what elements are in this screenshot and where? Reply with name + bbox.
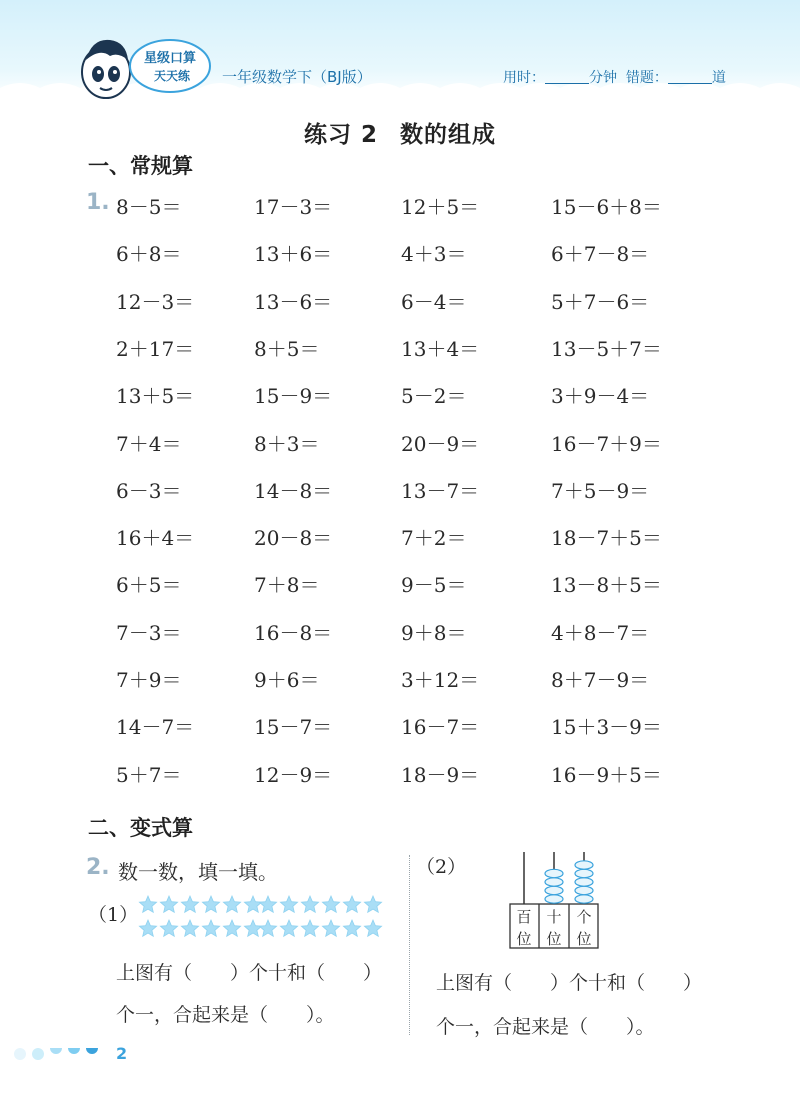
equation: 6＋5＝ (116, 573, 182, 597)
equation: 7＋8＝ (254, 573, 320, 597)
equation: 16－8＝ (254, 621, 333, 645)
equation: 6＋7－8＝ (551, 242, 650, 266)
error-label: 错题： (625, 70, 668, 86)
equation: 13＋4＝ (401, 337, 480, 361)
tens-bead (545, 878, 563, 886)
equation: 2＋17＝ (116, 337, 195, 361)
equation: 4＋3＝ (401, 242, 467, 266)
star-icon (223, 920, 240, 936)
equation: 18－7＋5＝ (551, 526, 662, 550)
equation: 6－3＝ (116, 479, 182, 503)
lesson-topic: 数的组成 (400, 122, 496, 148)
abacus-place-label: 位 (576, 930, 592, 948)
section1-title: 一、常规算 (88, 154, 193, 178)
star-icon (244, 920, 261, 936)
equation: 20－9＝ (401, 432, 480, 456)
equation: 20－8＝ (254, 526, 333, 550)
star-icon (364, 920, 381, 936)
equation: 16－7＝ (401, 715, 480, 739)
abacus-place-label: 百 (516, 908, 532, 926)
error-blank[interactable] (668, 83, 712, 84)
equation: 14－8＝ (254, 479, 333, 503)
equation: 3＋9－4＝ (551, 384, 650, 408)
star-icon (139, 920, 156, 936)
time-blank[interactable] (545, 83, 589, 84)
equation: 5＋7－6＝ (551, 290, 650, 314)
mascot-logo (80, 30, 212, 110)
star-icon (322, 896, 339, 912)
star-icon (202, 920, 219, 936)
part2-line1: 上图有（ ）个十和（ ） (436, 972, 703, 994)
minute-unit: 分钟 (589, 70, 617, 86)
star-icon (280, 896, 297, 912)
equation: 13＋5＝ (116, 384, 195, 408)
page-number: 2 (116, 1044, 128, 1063)
equation: 12＋5＝ (401, 195, 480, 219)
equation: 6＋8＝ (116, 242, 182, 266)
star-icon (259, 920, 276, 936)
equation: 14－7＝ (116, 715, 195, 739)
equation: 7－3＝ (116, 621, 182, 645)
equation: 15＋3－9＝ (551, 715, 662, 739)
tens-bead (545, 895, 563, 903)
star-icon (301, 920, 318, 936)
star-icon (181, 920, 198, 936)
equation: 7＋4＝ (116, 432, 182, 456)
star-icon (322, 920, 339, 936)
badge-line2: 天天练 (153, 69, 191, 83)
equation: 8＋5＝ (254, 337, 320, 361)
star-icon (160, 896, 177, 912)
badge-line1: 星级口算 (143, 51, 197, 66)
equation: 9＋6＝ (254, 668, 320, 692)
equation: 16－9＋5＝ (551, 763, 662, 787)
equation: 8＋7－9＝ (551, 668, 650, 692)
part1-line2: 个一，合起来是（ ）。 (116, 1004, 335, 1026)
equation: 15－7＝ (254, 715, 333, 739)
star-icon (259, 896, 276, 912)
lesson-title (0, 116, 800, 149)
equation: 13－6＝ (254, 290, 333, 314)
page-dots-decoration (12, 1046, 112, 1066)
equation: 9－5＝ (401, 573, 467, 597)
star-icon (202, 896, 219, 912)
question-2-instruction: 数一数，填一填。 (118, 860, 278, 884)
equation: 17－3＝ (254, 195, 333, 219)
abacus-place-label: 十 (546, 908, 562, 926)
equation: 12－9＝ (254, 763, 333, 787)
timer-row (503, 67, 726, 87)
time-label: 用时： (503, 70, 545, 86)
lesson-number: 练习 2 (303, 122, 378, 148)
part2-label: （2） (416, 856, 467, 878)
ones-bead (575, 869, 593, 877)
equation: 15－6＋8＝ (551, 195, 662, 219)
equation: 13－7＝ (401, 479, 480, 503)
equation: 16＋4＝ (116, 526, 195, 550)
equation: 9＋8＝ (401, 621, 467, 645)
column-divider (409, 855, 410, 1035)
star-icon (223, 896, 240, 912)
equation: 12－3＝ (116, 290, 195, 314)
abacus-place-label: 位 (546, 930, 562, 948)
abacus-place-label: 个 (576, 908, 592, 926)
equation: 13－8＋5＝ (551, 573, 662, 597)
equation: 16－7＋9＝ (551, 432, 662, 456)
tens-bead (545, 886, 563, 894)
star-icon (301, 896, 318, 912)
equation: 15－9＝ (254, 384, 333, 408)
equation: 18－9＝ (401, 763, 480, 787)
ones-bead (575, 895, 593, 903)
tens-bead (545, 869, 563, 877)
equation: 5＋7＝ (116, 763, 182, 787)
equation: 7＋9＝ (116, 668, 182, 692)
star-icon (160, 920, 177, 936)
equation: 3＋12＝ (401, 668, 480, 692)
ones-bead (575, 861, 593, 869)
part2-line2: 个一，合起来是（ ）。 (436, 1016, 655, 1038)
star-icon (364, 896, 381, 912)
star-icon (343, 920, 360, 936)
equation: 13＋6＝ (254, 242, 333, 266)
star-icon (181, 896, 198, 912)
ones-bead (575, 878, 593, 886)
abacus (508, 848, 600, 950)
equation: 7＋5－9＝ (551, 479, 650, 503)
equation: 13－5＋7＝ (551, 337, 662, 361)
question-2-number: 2. (86, 855, 110, 880)
equation: 7＋2＝ (401, 526, 467, 550)
part1-label: （1） (88, 904, 139, 926)
equation: 6－4＝ (401, 290, 467, 314)
star-icon (280, 920, 297, 936)
star-icon (139, 896, 156, 912)
equation: 4＋8－7＝ (551, 621, 650, 645)
section2-title: 二、变式算 (88, 816, 193, 840)
ones-bead (575, 886, 593, 894)
star-groups (138, 895, 400, 943)
part1-line1: 上图有（ ）个十和（ ） (116, 962, 383, 984)
equation: 5－2＝ (401, 384, 467, 408)
book-title: 一年级数学下（BJ版） (222, 68, 372, 86)
star-icon (343, 896, 360, 912)
question-1-number: 1. (86, 190, 110, 215)
equation: 8－5＝ (116, 195, 182, 219)
star-icon (244, 896, 261, 912)
question-unit: 道 (711, 70, 726, 86)
equation: 8＋3＝ (254, 432, 320, 456)
abacus-place-label: 位 (516, 930, 532, 948)
